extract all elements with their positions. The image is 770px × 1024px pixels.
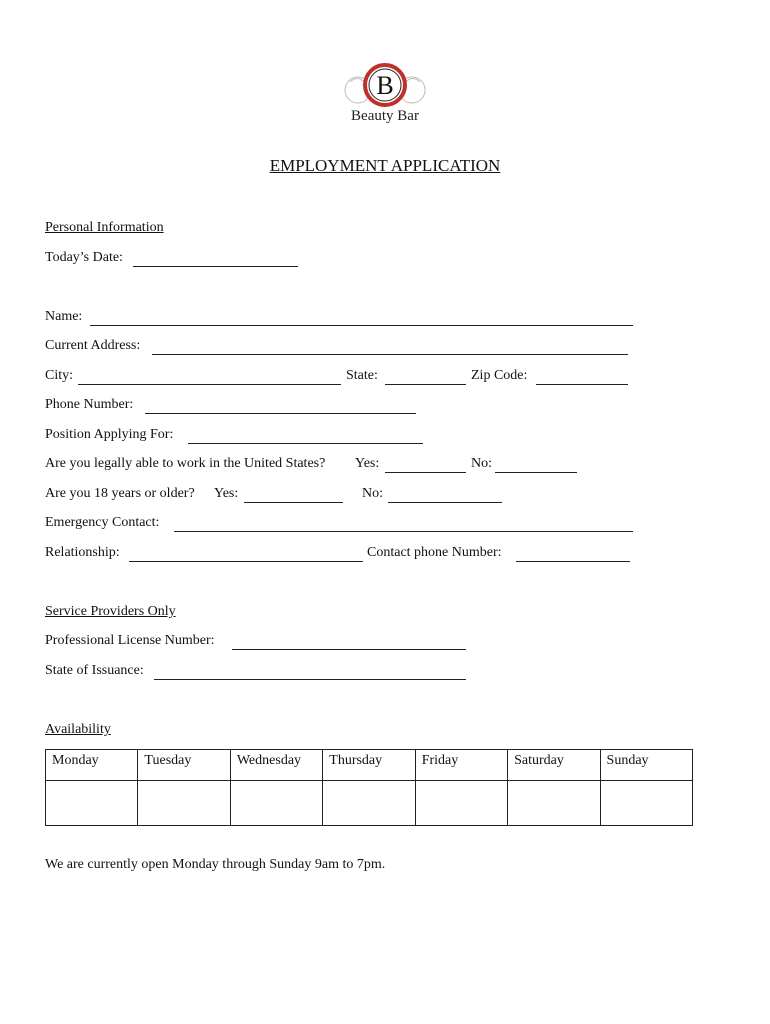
availability-cell-saturday[interactable] [508, 781, 600, 826]
legal-yes-label: Yes: [355, 456, 380, 471]
phone-label: Phone Number: [45, 397, 134, 412]
license-number-field[interactable] [232, 649, 466, 650]
contact-phone-field[interactable] [516, 561, 630, 562]
availability-cell-wednesday[interactable] [230, 781, 322, 826]
availability-cell-friday[interactable] [415, 781, 507, 826]
day-header-thursday: Thursday [323, 750, 415, 781]
availability-heading: Availability [45, 722, 111, 737]
age-yes-field[interactable] [244, 502, 343, 503]
name-field[interactable] [90, 325, 633, 326]
name-label: Name: [45, 309, 83, 324]
relationship-label: Relationship: [45, 545, 120, 560]
hours-note: We are currently open Monday through Sunday 9am to 7pm. [45, 857, 386, 872]
beauty-bar-logo [330, 60, 440, 132]
availability-header-row [46, 750, 693, 781]
day-header-wednesday: Wednesday [230, 750, 322, 781]
city-field[interactable] [78, 384, 341, 385]
logo-letter: B [376, 71, 394, 100]
todays-date-field[interactable] [133, 266, 298, 267]
availability-cell-thursday[interactable] [323, 781, 415, 826]
todays-date-label: Today’s Date: [45, 250, 123, 265]
zip-field[interactable] [536, 384, 628, 385]
legal-no-field[interactable] [495, 472, 577, 473]
current-address-label: Current Address: [45, 338, 141, 353]
phone-field[interactable] [145, 413, 416, 414]
service-providers-heading: Service Providers Only [45, 604, 176, 619]
availability-cell-sunday[interactable] [600, 781, 692, 826]
legal-no-label: No: [471, 456, 492, 471]
page-title: EMPLOYMENT APPLICATION [269, 156, 501, 175]
availability-entry-row [46, 781, 693, 826]
state-of-issuance-label: State of Issuance: [45, 663, 144, 678]
position-label: Position Applying For: [45, 427, 174, 442]
age-no-field[interactable] [388, 502, 502, 503]
personal-info-heading: Personal Information [45, 220, 164, 235]
city-label: City: [45, 368, 74, 383]
position-field[interactable] [188, 443, 423, 444]
state-of-issuance-field[interactable] [154, 679, 466, 680]
relationship-field[interactable] [129, 561, 363, 562]
legal-question: Are you legally able to work in the United States? [45, 456, 326, 471]
day-header-saturday: Saturday [508, 750, 600, 781]
contact-phone-label: Contact phone Number: [367, 545, 502, 560]
day-header-monday: Monday [46, 750, 138, 781]
age-question: Are you 18 years or older? [45, 486, 195, 501]
age-yes-label: Yes: [214, 486, 239, 501]
emergency-contact-label: Emergency Contact: [45, 515, 160, 530]
availability-cell-monday[interactable] [46, 781, 138, 826]
day-header-friday: Friday [415, 750, 507, 781]
current-address-field[interactable] [152, 354, 628, 355]
age-no-label: No: [362, 486, 383, 501]
logo-text: Beauty Bar [351, 108, 419, 124]
emergency-contact-field[interactable] [174, 531, 633, 532]
state-label: State: [346, 368, 378, 383]
logo-emblem-icon [330, 60, 440, 110]
day-header-sunday: Sunday [600, 750, 692, 781]
day-header-tuesday: Tuesday [138, 750, 230, 781]
legal-yes-field[interactable] [385, 472, 466, 473]
zip-label: Zip Code: [471, 368, 528, 383]
state-field[interactable] [385, 384, 466, 385]
availability-cell-tuesday[interactable] [138, 781, 230, 826]
license-number-label: Professional License Number: [45, 633, 215, 648]
availability-table [45, 749, 693, 826]
